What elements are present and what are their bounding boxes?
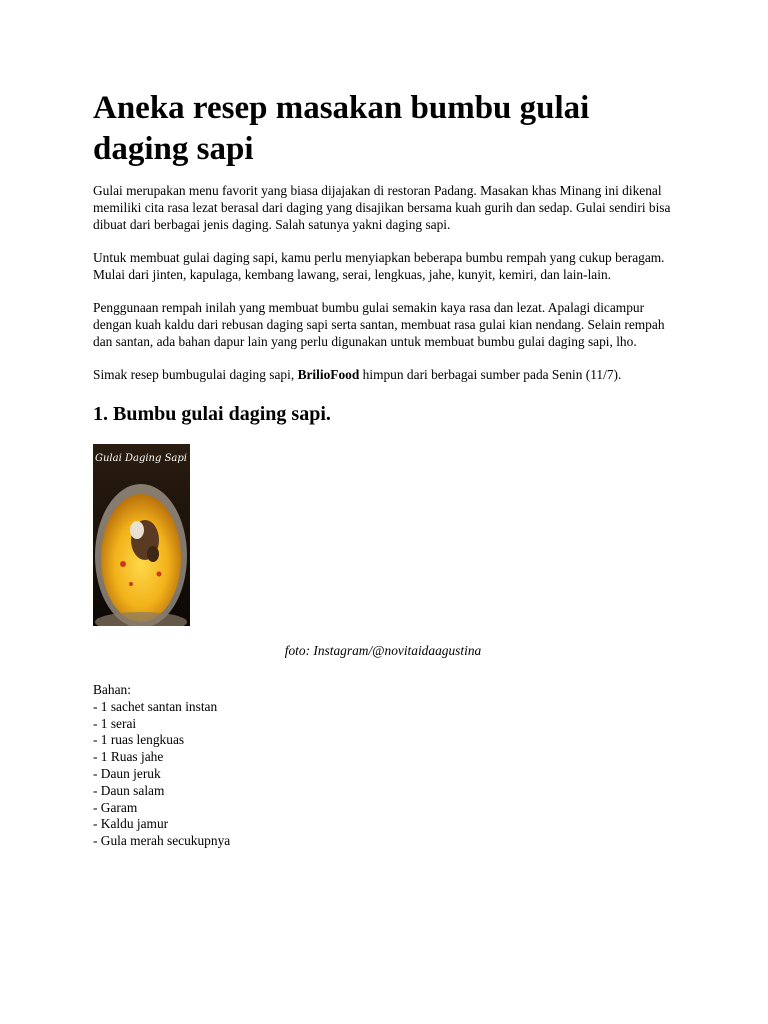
photo-caption: foto: Instagram/@novitaidaagustina	[284, 643, 482, 658]
ingredient-item: - 1 ruas lengkuas	[93, 732, 185, 748]
gulai-photo-illustration	[93, 444, 190, 626]
gulai-photo	[93, 444, 190, 626]
ingredient-item: - Gula merah secukupnya	[93, 833, 231, 849]
recipe-heading: 1. Bumbu gulai daging sapi.	[93, 403, 331, 425]
source-suffix: himpun dari berbagai sumber pada Senin (11/7).	[359, 367, 622, 382]
source-brand: BrilioFood	[297, 367, 360, 382]
ingredient-item: - Daun jeruk	[93, 765, 161, 781]
photo-label: Gulai Daging Sapi	[95, 453, 187, 464]
ingredient-item: - Daun salam	[93, 782, 165, 798]
intro-paragraph: Gulai merupakan menu favorit yang biasa dijajakan di restoran Padang. Masakan khas Minang ini dikenal memiliki cita rasa lezat berasal dari daging yang disajikan bersama kuah gurih dan sedap. Gulai sendiri bisa dibuat dari berbagai jenis daging. Salah satunya yakni daging sapi.	[93, 183, 671, 232]
ingredient-item: - 1 serai	[93, 715, 137, 731]
ingredient-item: - Garam	[93, 799, 138, 815]
source-paragraph	[93, 366, 673, 383]
document-page	[93, 88, 673, 850]
article-title: Aneka resep masakan bumbu gulai daging sapi	[93, 90, 590, 167]
spices-paragraph: Untuk membuat gulai daging sapi, kamu perlu menyiapkan beberapa bumbu rempah yang cukup beragam. Mulai dari jinten, kapulaga, kembang lawang, serai, lengkuas, jahe, kunyit, kemiri, dan lain-lain.	[93, 250, 665, 282]
ingredients-label: Bahan:	[93, 682, 131, 697]
ingredient-item: - 1 sachet santan instan	[93, 698, 218, 714]
ingredients-list	[93, 682, 673, 850]
ingredient-item: - Kaldu jamur	[93, 816, 169, 832]
source-prefix: Simak resep bumbugulai daging sapi,	[93, 367, 298, 382]
ingredient-item: - 1 Ruas jahe	[93, 749, 164, 765]
flavor-paragraph: Penggunaan rempah inilah yang membuat bumbu gulai semakin kaya rasa dan lezat. Apalagi dicampur dengan kuah kaldu dari rebusan daging sapi serta santan, membuat rasa gulai kian nendang. Selain rempah dan santan, ada bahan dapur lain yang perlu digunakan untuk membuat bumbu gulai daging sapi, lho.	[93, 300, 665, 349]
